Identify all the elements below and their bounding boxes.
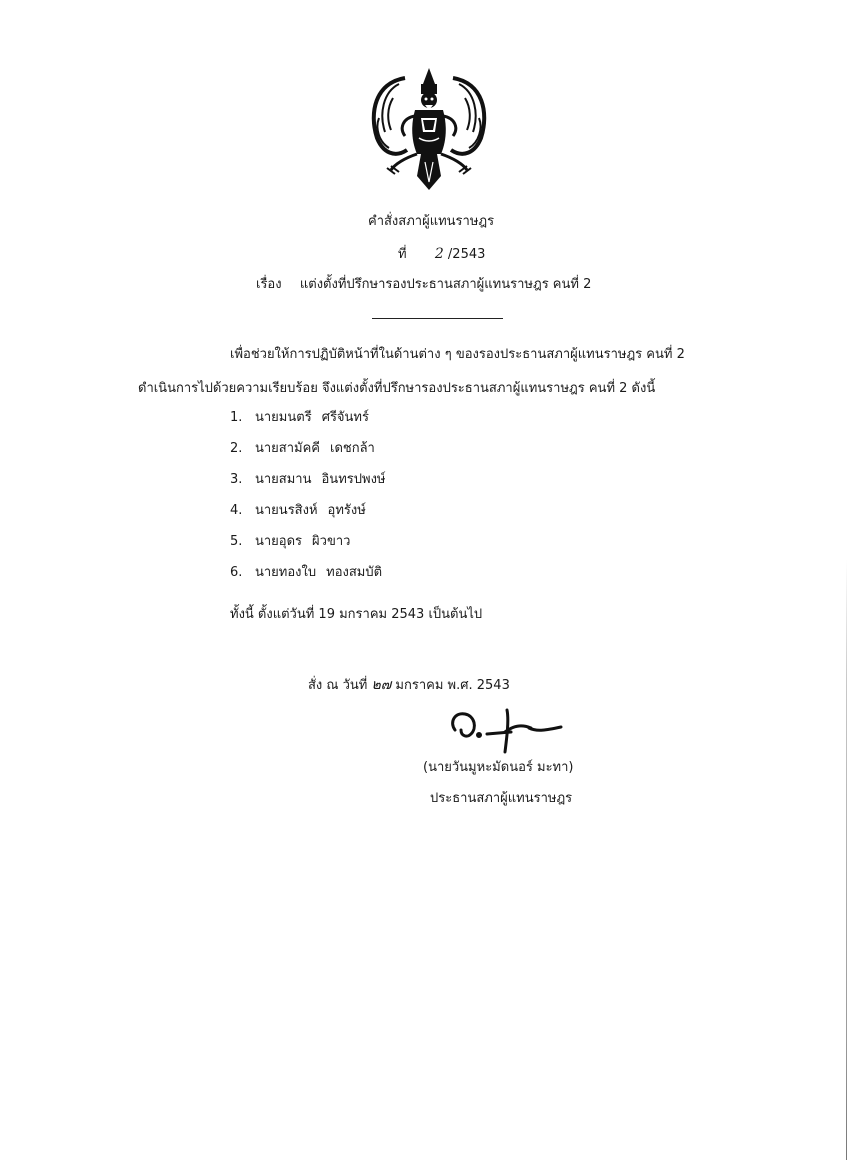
list-item	[230, 534, 350, 550]
garuda-emblem-icon	[365, 58, 493, 198]
list-item	[230, 441, 375, 457]
list-item-last-name: ผิวขาว	[312, 534, 351, 549]
list-item-first-name: นายสมาน	[255, 472, 312, 487]
list-item-last-name: อินทรปพงษ์	[321, 472, 386, 487]
effective-date: ทั้งนี้ ตั้งแต่วันที่ 19 มกราคม 2543 เป็นต้นไป	[230, 607, 483, 622]
list-item-number: 1.	[230, 410, 243, 425]
list-item-number: 4.	[230, 503, 243, 518]
list-item-last-name: อุทรังษ์	[327, 503, 366, 518]
signer-name: (นายวันมูหะมัดนอร์ มะทา)	[423, 760, 574, 775]
ordered-date-prefix: สั่ง ณ วันที่	[308, 678, 368, 693]
list-item-first-name: นายสามัคคี	[255, 441, 320, 456]
list-item-number: 3.	[230, 472, 243, 487]
list-item	[230, 503, 366, 519]
list-item-first-name: นายนรสิงห์	[255, 503, 318, 518]
paragraph-line-2: ดำเนินการไปด้วยความเรียบร้อย จึงแต่งตั้งที่ปรึกษารองประธานสภาผู้แทนราษฎร คนที่ 2 ดังนี้	[138, 381, 656, 396]
order-number-handwritten: 2	[434, 246, 444, 262]
list-item	[230, 472, 385, 488]
list-item-last-name: เดชกล้า	[330, 441, 375, 456]
list-item-number: 2.	[230, 441, 243, 456]
header-divider	[372, 318, 503, 319]
order-subject-text: แต่งตั้งที่ปรึกษารองประธานสภาผู้แทนราษฎร คนที่ 2	[299, 277, 592, 292]
list-item	[230, 565, 382, 581]
list-item-last-name: ทองสมบัติ	[326, 565, 383, 580]
list-item-first-name: นายทองใบ	[255, 565, 317, 580]
list-item-first-name: นายอุดร	[255, 534, 303, 549]
ordered-date-suffix: มกราคม พ.ศ. 2543	[395, 678, 510, 693]
list-item-first-name: นายมนตรี	[255, 410, 312, 425]
order-title: คำสั่งสภาผู้แทนราษฎร	[368, 214, 495, 229]
order-number	[398, 246, 485, 263]
list-item-number: 5.	[230, 534, 243, 549]
order-subject-label: เรื่อง	[256, 277, 282, 292]
list-item	[230, 410, 369, 426]
order-number-suffix: /2543	[447, 247, 486, 262]
signature-mark	[447, 702, 567, 758]
signer-title: ประธานสภาผู้แทนราษฎร	[430, 791, 573, 806]
list-item-last-name: ศรีจันทร์	[321, 410, 369, 425]
scan-edge-line	[846, 560, 847, 1160]
paragraph-line-1: เพื่อช่วยให้การปฏิบัติหน้าที่ในด้านต่าง ๆ ของรองประธานสภาผู้แทนราษฎร คนที่ 2	[230, 347, 685, 362]
order-number-prefix: ที่	[398, 247, 407, 262]
list-item-number: 6.	[230, 565, 243, 580]
ordered-date	[308, 677, 510, 694]
order-subject	[256, 277, 591, 293]
ordered-day-handwritten: ๒๗	[371, 677, 392, 693]
